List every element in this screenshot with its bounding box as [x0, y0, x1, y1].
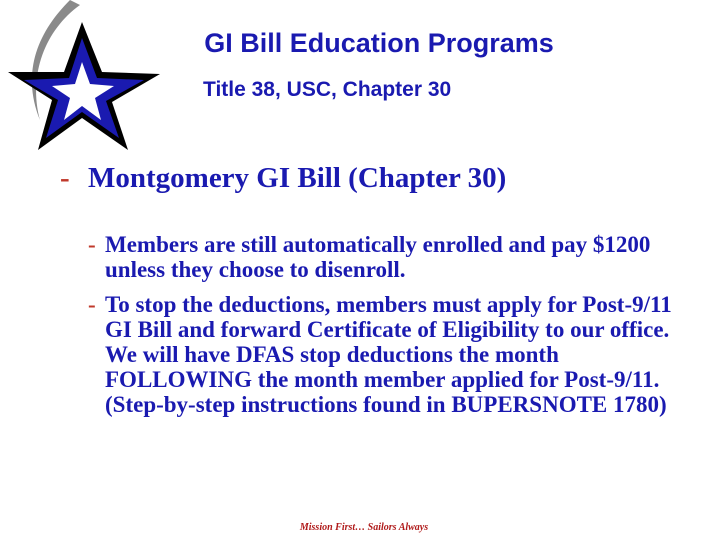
list-item-text: To stop the deductions, members must apply for Post-9/11 GI Bill and forward Certificate of Eligibility to our office. We will have DFAS stop deductions the month FOLLOWING the month member applied for Post-9/11. (Step-by-step instructions found in BUPERSNOTE 1780): [105, 292, 672, 417]
page-title: GI Bill Education Programs: [204, 28, 554, 58]
list-item: [88, 232, 698, 282]
bullet-dash: -: [88, 232, 96, 257]
footer-motto: Mission First… Sailors Always: [299, 522, 429, 533]
page-subtitle: Title 38, USC, Chapter 30: [203, 78, 452, 101]
list-item: [88, 292, 698, 417]
bullet-dash: -: [60, 162, 70, 194]
bullet-dash: -: [88, 292, 96, 317]
star-icon: [0, 0, 175, 160]
main-bullet-text: Montgomery GI Bill (Chapter 30): [88, 162, 507, 194]
list-item-text: Members are still automatically enrolled and pay $1200 unless they choose to disenroll.: [105, 232, 651, 282]
sub-bullet-list: [88, 232, 698, 427]
main-bullet: [60, 162, 506, 195]
